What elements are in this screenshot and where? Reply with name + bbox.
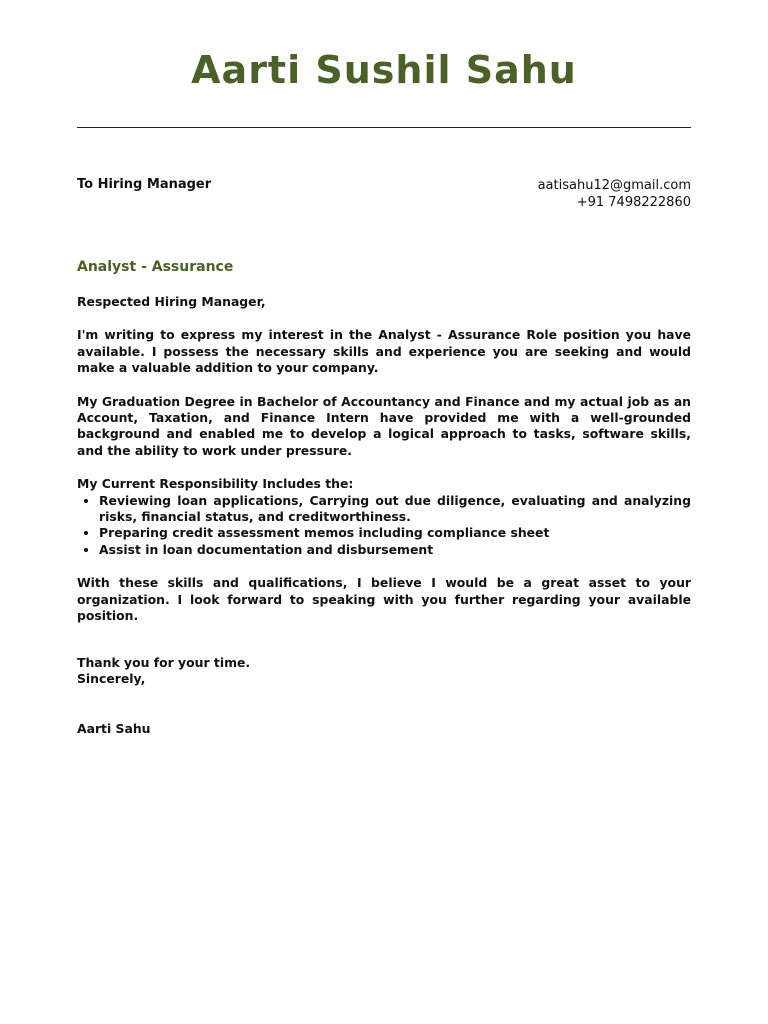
applicant-name: Aarti Sushil Sahu	[191, 48, 577, 92]
responsibilities-list	[77, 493, 691, 559]
paragraph-interest: I'm writing to express my interest in the Analyst - Assurance Role position you have available. I possess the necessary skills and experience you are seeking and would make a valuable addition to your company.	[77, 327, 691, 376]
contact-block	[538, 177, 691, 211]
role-title: Analyst - Assurance	[77, 259, 234, 275]
closing-block	[77, 655, 250, 688]
letter-body	[77, 294, 691, 642]
list-item: • Assist in loan documentation and disbursement	[99, 542, 691, 558]
paragraph-background: My Graduation Degree in Bachelor of Accountancy and Finance and my actual job as an Account, Taxation, and Finance Intern have provided me with a well-grounded background and enabled me to develop a logical approach to tasks, software skills, and the ability to work under pressure.	[77, 393, 691, 458]
paragraph-closing: With these skills and qualifications, I believe I would be a great asset to your organization. I look forward to speaking with you further regarding your available position.	[77, 575, 691, 624]
thanks-line: Thank you for your time.	[77, 655, 251, 670]
list-item: • Reviewing loan applications, Carrying out due diligence, evaluating and analyzing risks, financial status, and creditworthiness.	[99, 493, 691, 526]
email-text: aatisahu12@gmail.com	[537, 178, 691, 193]
responsibilities-lead: My Current Responsibility Includes the:	[77, 476, 354, 492]
signature-name: Aarti Sahu	[77, 721, 151, 736]
header-divider	[77, 127, 691, 128]
salutation: Respected Hiring Manager,	[77, 294, 266, 309]
sign-off: Sincerely,	[77, 671, 146, 687]
phone-text: +91 7498222860	[576, 195, 691, 210]
recipient-line: To Hiring Manager	[77, 177, 212, 192]
list-item: • Preparing credit assessment memos including compliance sheet	[99, 525, 691, 541]
